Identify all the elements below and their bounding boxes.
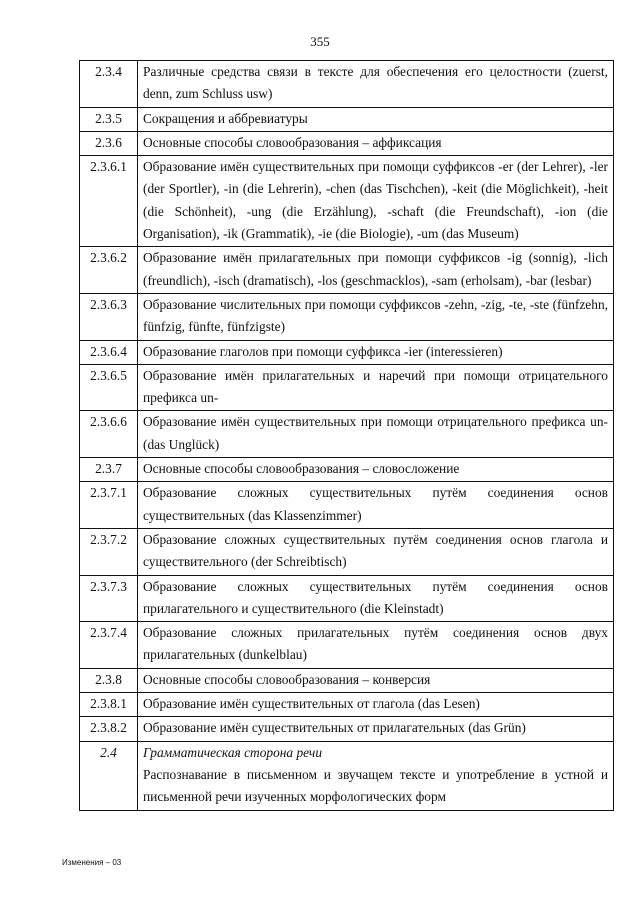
row-text: Образование имён существительных от глагола (das Lesen) xyxy=(138,693,614,717)
table-row xyxy=(80,107,614,131)
table-row xyxy=(80,482,614,529)
table-row xyxy=(80,247,614,294)
row-text: Образование имён прилагательных и наречий при помощи отрицательного префикса un- xyxy=(138,364,614,411)
row-number: 2.3.5 xyxy=(80,107,138,131)
section-row xyxy=(80,741,614,810)
table-row xyxy=(80,131,614,155)
row-number: 2.3.6.4 xyxy=(80,340,138,364)
row-number: 2.3.8 xyxy=(80,668,138,692)
row-number: 2.3.7.2 xyxy=(80,528,138,575)
row-number: 2.3.8.2 xyxy=(80,717,138,741)
table-row xyxy=(80,458,614,482)
table-row xyxy=(80,340,614,364)
row-text: Образование числительных при помощи суффиксов -zehn, -zig, -te, -ste (fünfzehn, fünfzig, fünfte, fünfzigste) xyxy=(138,293,614,340)
row-number: 2.3.6 xyxy=(80,131,138,155)
row-text: Образование сложных прилагательных путём соединения основ двух прилагательных (dunkelblau) xyxy=(138,622,614,669)
row-number: 2.3.7 xyxy=(80,458,138,482)
table-row xyxy=(80,411,614,458)
table-row xyxy=(80,364,614,411)
row-text: Основные способы словообразования – аффиксация xyxy=(138,131,614,155)
table-row xyxy=(80,668,614,692)
table-row xyxy=(80,528,614,575)
row-number: 2.3.6.5 xyxy=(80,364,138,411)
row-number: 2.3.7.3 xyxy=(80,575,138,622)
row-text: Различные средства связи в тексте для обеспечения его целостности (zuerst, denn, zum Schluss usw) xyxy=(138,61,614,108)
table-row xyxy=(80,61,614,108)
table-body xyxy=(80,61,614,811)
row-text: Образование имён существительных от прилагательных (das Grün) xyxy=(138,717,614,741)
footer-revision: Изменения – 03 xyxy=(62,858,122,867)
table-row xyxy=(80,622,614,669)
row-text: Образование сложных существительных путём соединения основ прилагательного и существительного (die Kleinstadt) xyxy=(138,575,614,622)
table-row xyxy=(80,575,614,622)
row-text: Образование имён существительных при помощи отрицательного префикса un- (das Unglück) xyxy=(138,411,614,458)
row-text: Образование сложных существительных путём соединения основ глагола и существительного (der Schreibtisch) xyxy=(138,528,614,575)
section-text: Распознавание в письменном и звучащем тексте и употребление в устной и письменной речи изученных морфологических форм xyxy=(143,766,608,805)
row-text: Образование имён существительных при помощи суффиксов -er (der Lehrer), -ler (der Sportler), -in (die Lehrerin), -chen (das Tischchen), -keit (die Möglichkeit), -heit (die Schönheit), -ung (die Erzählung), -schaft (die Freundschaft), -ion (die Organisation), -ik (Grammatik), -ie (die Biologie), -um (das Museum) xyxy=(138,156,614,247)
row-number: 2.3.6.2 xyxy=(80,247,138,294)
row-number: 2.3.6.3 xyxy=(80,293,138,340)
row-text: Образование сложных существительных путём соединения основ существительных (das Klassenzimmer) xyxy=(138,482,614,529)
row-text: Основные способы словообразования – конверсия xyxy=(138,668,614,692)
row-text: Образование глаголов при помощи суффикса -ier (interessieren) xyxy=(138,340,614,364)
row-number: 2.3.7.1 xyxy=(80,482,138,529)
page-number: 355 xyxy=(310,34,330,49)
row-number: 2.3.6.6 xyxy=(80,411,138,458)
table-row xyxy=(80,293,614,340)
row-number: 2.3.4 xyxy=(80,61,138,108)
row-text: Основные способы словообразования – словосложение xyxy=(138,458,614,482)
curriculum-table xyxy=(79,60,614,811)
section-cell xyxy=(138,741,614,810)
row-text: Сокращения и аббревиатуры xyxy=(138,107,614,131)
row-number: 2.3.8.1 xyxy=(80,693,138,717)
row-number: 2.3.7.4 xyxy=(80,622,138,669)
section-title: Грамматическая сторона речи xyxy=(143,744,323,760)
table-row xyxy=(80,693,614,717)
section-number: 2.4 xyxy=(80,741,138,810)
table-row xyxy=(80,717,614,741)
table-row xyxy=(80,156,614,247)
row-number: 2.3.6.1 xyxy=(80,156,138,247)
row-text: Образование имён прилагательных при помощи суффиксов -ig (sonnig), -lich (freundlich), -isch (dramatisch), -los (geschmacklos), -sam (erholsam), -bar (lesbar) xyxy=(138,247,614,294)
